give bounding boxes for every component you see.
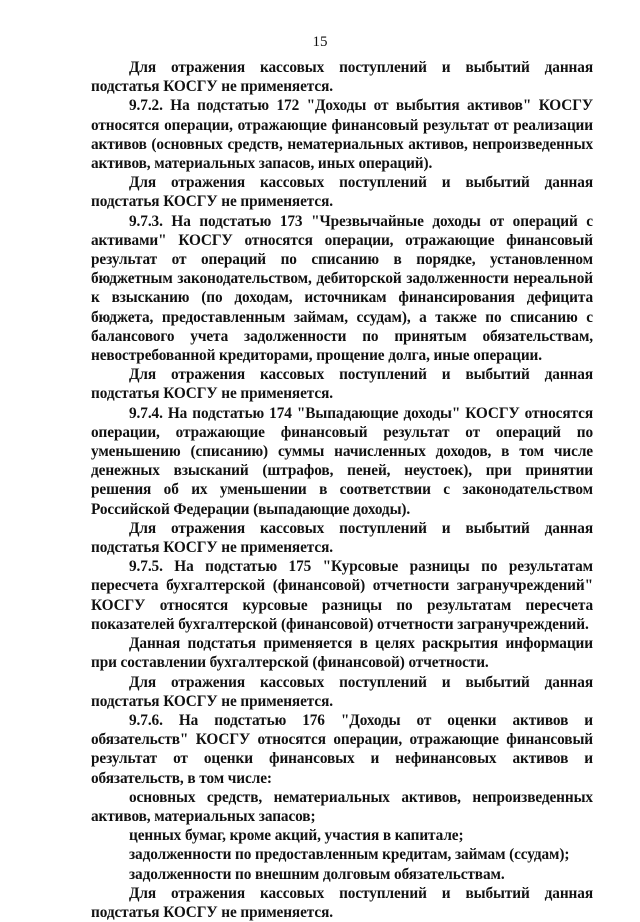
- list-item-loans: задолженности по предоставленным кредитам, займам (ссудам);: [129, 846, 570, 864]
- paragraph-9-7-4: 9.7.4. На подстатью 174 "Выпадающие доходы" КОСГУ относятся операции, отражающие финансовый результат от операций по уменьшению (списанию) суммы начисленных доходов, в том числе денежных взысканий (штрафов, пеней, неустоек), при принятии решения об их уменьшении в соответствии с законодательством Российской Федерации (выпадающие доходы).: [91, 404, 593, 518]
- list-item-fixed-assets: основных средств, нематериальных активов, непроизведенных активов, материальных запасов;: [91, 788, 593, 825]
- paragraph-9-7-2: 9.7.2. На подстатью 172 "Доходы от выбытия активов" КОСГУ относятся операции, отражающие финансовый результат от реализации активов (основных средств, нематериальных активов, непроизведенных активов, материальных запасов, иных операций).: [91, 97, 593, 173]
- paragraph-9-7-6: 9.7.6. На подстатью 176 "Доходы от оценки активов и обязательств" КОСГУ относятся операции, отражающие финансовый результат от оценки финансовых и нефинансовых активов и обязательств, в том числе:: [91, 711, 593, 787]
- paragraph-9-7-3: 9.7.3. На подстатью 173 "Чрезвычайные доходы от операций с активами" КОСГУ относятся операции, отражающие финансовый результат от операций по списанию в порядке, установленном бюджетным законодательством, дебиторской задолженности нереальной к взысканию (по доходам, источникам финансирования дефицита бюджета, предоставленным займам, ссудам), а также по списанию с балансового учета задолженности по принятым обязательствам, невостребованной кредиторами, прощение долга, иные операции.: [91, 212, 593, 365]
- document-body: [91, 58, 593, 922]
- paragraph-173-note: Для отражения кассовых поступлений и выбытий данная подстатья КОСГУ не применяется.: [91, 366, 593, 403]
- list-item-external-debt: задолженности по внешним долговым обязательствам.: [129, 865, 505, 883]
- paragraph-174-note: Для отражения кассовых поступлений и выбытий данная подстатья КОСГУ не применяется.: [91, 519, 593, 557]
- paragraph-9-7-5: 9.7.5. На подстатью 175 "Курсовые разницы по результатам пересчета бухгалтерской (финансовой) отчетности загранучреждений" КОСГУ относятся курсовые разницы по результатам пересчета показателей бухгалтерской (финансовой) отчетности загранучреждений.: [91, 558, 593, 633]
- paragraph-176-note: Для отражения кассовых поступлений и выбытий данная подстатья КОСГУ не применяется.: [91, 884, 593, 921]
- paragraph-172-note: Для отражения кассовых поступлений и выбытий данная подстатья КОСГУ не применяется.: [91, 174, 593, 211]
- page-number: 15: [312, 34, 328, 50]
- list-item-securities: ценных бумаг, кроме акций, участия в капитале;: [129, 827, 464, 845]
- paragraph-175-note: Для отражения кассовых поступлений и выбытий данная подстатья КОСГУ не применяется.: [91, 673, 593, 710]
- paragraph-171-note: Для отражения кассовых поступлений и выбытий данная подстатья КОСГУ не применяется.: [91, 59, 593, 96]
- paragraph-175-usage: Данная подстатья применяется в целях раскрытия информации при составлении бухгалтерской (финансовой) отчетности.: [91, 635, 593, 672]
